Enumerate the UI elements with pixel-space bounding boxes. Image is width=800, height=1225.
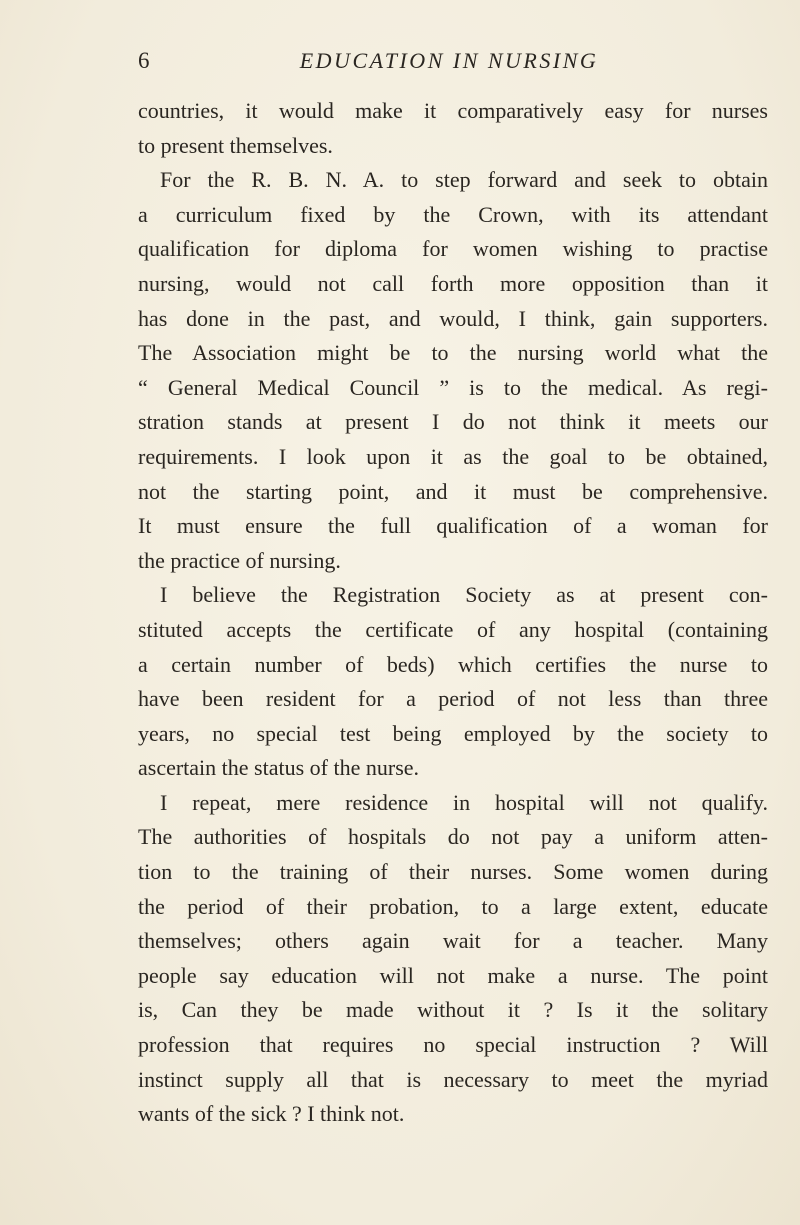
text-line: not the starting point, and it must be comprehensive. xyxy=(138,478,768,504)
text-line: stration stands at present I do not think it meets our xyxy=(138,409,768,435)
text-line: years, no special test being employed by the society to xyxy=(138,720,768,746)
text-line: qualification for diploma for women wishing to practise xyxy=(138,236,768,262)
text-line: It must ensure the full qualification of a woman for xyxy=(138,513,768,539)
text-line: a curriculum fixed by the Crown, with its attendant xyxy=(138,201,768,227)
text-line: themselves; others again wait for a teacher. Many xyxy=(138,928,768,954)
text-line: requirements. I look upon it as the goal to be obtained, xyxy=(138,443,768,469)
text-line: “ General Medical Council ” is to the medical. As regi- xyxy=(138,374,768,400)
text-line: has done in the past, and would, I think, gain supporters. xyxy=(138,305,768,331)
body-text xyxy=(138,94,768,1132)
text-line: countries, it would make it comparatively easy for nurses xyxy=(138,98,768,123)
text-line: wants of the sick ? I think not. xyxy=(138,1101,405,1127)
text-line: profession that requires no special instruction ? Will xyxy=(138,1032,768,1058)
running-head: EDUCATION IN NURSING xyxy=(299,48,599,73)
text-line: instinct supply all that is necessary to meet the myriad xyxy=(138,1066,768,1092)
page-number: 6 xyxy=(138,48,151,73)
text-line: is, Can they be made without it ? Is it the solitary xyxy=(138,997,768,1023)
text-line: the period of their probation, to a large extent, educate xyxy=(138,893,768,919)
text-line: I repeat, mere residence in hospital will not qualify. xyxy=(160,789,768,815)
text-line: tion to the training of their nurses. Some women during xyxy=(138,859,768,885)
text-line: a certain number of beds) which certifies the nurse to xyxy=(138,651,768,677)
page-header xyxy=(138,48,760,80)
text-line: For the R. B. N. A. to step forward and seek to obtain xyxy=(160,167,768,193)
text-line: the practice of nursing. xyxy=(138,547,341,573)
text-line: stituted accepts the certificate of any hospital (containing xyxy=(138,616,768,642)
text-line: to present themselves. xyxy=(138,132,333,158)
text-line: I believe the Registration Society as at present con- xyxy=(160,582,768,608)
text-line: ascertain the status of the nurse. xyxy=(138,755,420,781)
text-line: people say education will not make a nurse. The point xyxy=(138,962,768,988)
text-line: have been resident for a period of not less than three xyxy=(138,686,768,712)
text-line: The Association might be to the nursing world what the xyxy=(138,340,768,366)
text-line: nursing, would not call forth more opposition than it xyxy=(138,270,768,296)
text-line: The authorities of hospitals do not pay a uniform atten- xyxy=(138,824,768,850)
